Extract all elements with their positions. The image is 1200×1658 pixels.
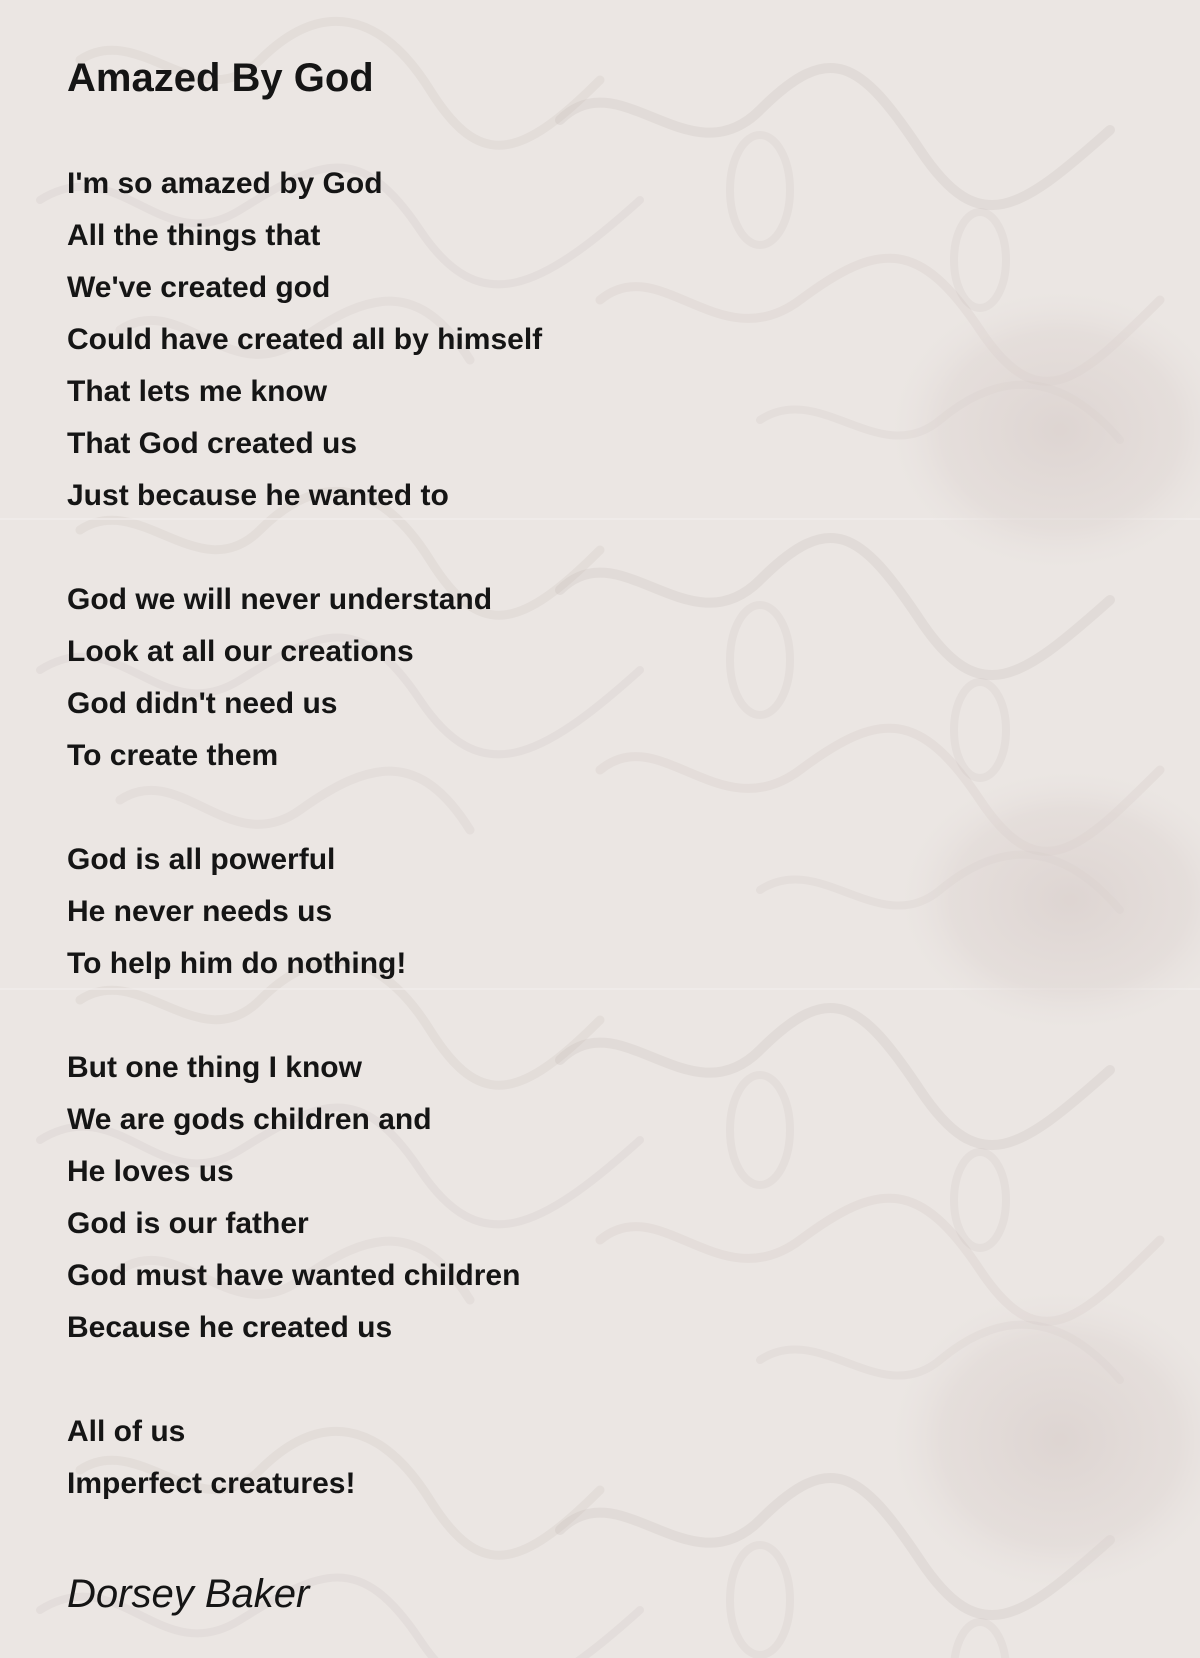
poem-line: But one thing I know: [67, 1051, 362, 1084]
poem-author: Dorsey Baker: [67, 1572, 310, 1616]
poem-line: To help him do nothing!: [67, 947, 407, 980]
poem-line: God is all powerful: [67, 843, 336, 876]
poem-line: Because he created us: [67, 1311, 393, 1344]
stanza: [67, 1406, 1147, 1510]
stanza: [67, 834, 1147, 990]
poem-line: He loves us: [67, 1155, 234, 1188]
stanza: [67, 158, 1147, 522]
poem-line: Imperfect creatures!: [67, 1467, 356, 1500]
poem-line: That lets me know: [67, 375, 328, 408]
stanza: [67, 574, 1147, 782]
poem-line: To create them: [67, 739, 279, 772]
poem-line: Just because he wanted to: [67, 479, 449, 512]
poem-line: Look at all our creations: [67, 635, 414, 668]
poem-line: God must have wanted children: [67, 1259, 521, 1292]
poem-card: [67, 48, 1147, 1622]
poem-line: All the things that: [67, 219, 321, 252]
poem-line: We are gods children and: [67, 1103, 432, 1136]
poem-line: God is our father: [67, 1207, 309, 1240]
poem-line: All of us: [67, 1415, 186, 1448]
poem-title: Amazed By God: [67, 56, 374, 100]
poem-line: We've created god: [67, 271, 331, 304]
poem-line: That God created us: [67, 427, 358, 460]
poem-line: He never needs us: [67, 895, 333, 928]
poem-line: God we will never understand: [67, 583, 493, 616]
poem-line: I'm so amazed by God: [67, 167, 383, 200]
poem-line: Could have created all by himself: [67, 323, 543, 356]
poem-body: [67, 158, 1147, 1510]
stanza: [67, 1042, 1147, 1354]
poem-line: God didn't need us: [67, 687, 338, 720]
